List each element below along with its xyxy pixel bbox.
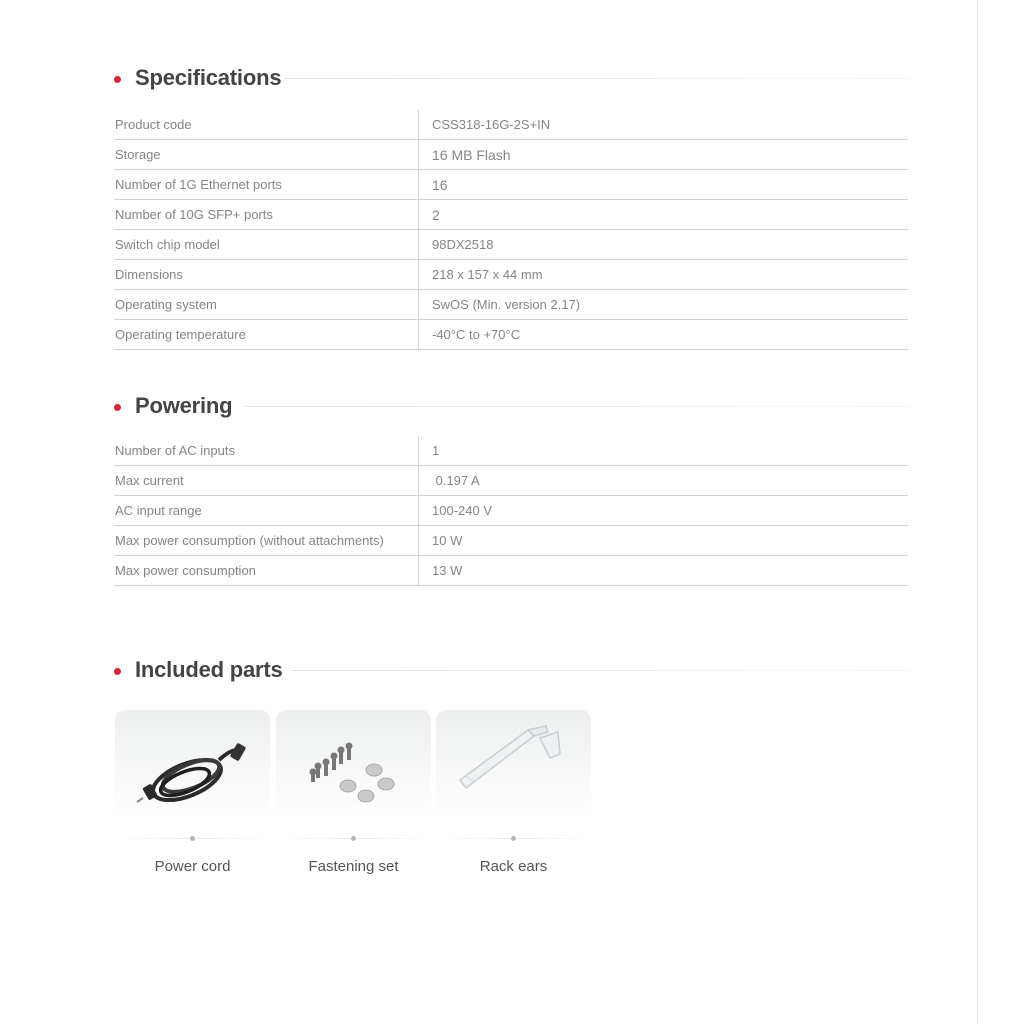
spec-label: Storage <box>114 140 419 170</box>
section-rule <box>244 406 910 407</box>
spec-value: 0.197 A <box>419 466 909 496</box>
part-divider <box>276 836 431 842</box>
section-specifications-header <box>114 62 910 98</box>
power-cord-icon <box>115 710 270 836</box>
included-part-power-cord <box>115 710 270 875</box>
spec-label: Dimensions <box>114 260 419 290</box>
part-label: Rack ears <box>479 858 548 875</box>
spec-label: Number of AC inputs <box>114 436 419 466</box>
spec-value: 13 W <box>419 556 909 586</box>
page-divider <box>977 0 978 1024</box>
spec-value: CSS318-16G-2S+IN <box>419 110 909 140</box>
spec-value: SwOS (Min. version 2.17) <box>419 290 909 320</box>
section-title: Powering <box>135 393 233 418</box>
spec-value: 2 <box>419 200 909 230</box>
included-part-rack-ears <box>436 710 591 875</box>
spec-label: Max power consumption (without attachments) <box>114 526 419 556</box>
section-powering-header <box>114 390 910 426</box>
table-row <box>114 110 908 140</box>
spec-label: Max current <box>114 466 419 496</box>
table-row <box>114 170 908 200</box>
part-image-card <box>115 710 270 836</box>
section-included-parts-header <box>114 654 910 690</box>
part-label: Fastening set <box>308 858 399 875</box>
spec-label: Product code <box>114 110 419 140</box>
spec-label: Number of 10G SFP+ ports <box>114 200 419 230</box>
specifications-table <box>114 110 908 350</box>
part-divider <box>115 836 270 842</box>
spec-label: Max power consumption <box>114 556 419 586</box>
spec-label: Operating temperature <box>114 320 419 350</box>
table-row <box>114 466 908 496</box>
section-rule <box>291 670 910 671</box>
section-rule <box>284 78 910 79</box>
spec-value: 10 W <box>419 526 909 556</box>
table-row <box>114 436 908 466</box>
spec-value: 100-240 V <box>419 496 909 526</box>
table-row <box>114 230 908 260</box>
section-title: Included parts <box>135 657 283 682</box>
included-part-fastening-set <box>276 710 431 875</box>
spec-value: 98DX2518 <box>419 230 909 260</box>
table-row <box>114 260 908 290</box>
spec-value: 1 <box>419 436 909 466</box>
fastening-set-icon <box>276 710 431 836</box>
section-bullet <box>114 404 121 411</box>
section-bullet <box>114 76 121 83</box>
table-row <box>114 290 908 320</box>
table-row <box>114 140 908 170</box>
spec-value: 218 x 157 x 44 mm <box>419 260 909 290</box>
spec-value: 16 MB Flash <box>419 140 909 170</box>
section-bullet <box>114 668 121 675</box>
powering-table <box>114 436 908 586</box>
spec-label: Number of 1G Ethernet ports <box>114 170 419 200</box>
spec-value: -40°C to +70°C <box>419 320 909 350</box>
spec-label: Switch chip model <box>114 230 419 260</box>
table-row <box>114 526 908 556</box>
table-row <box>114 496 908 526</box>
section-title: Specifications <box>135 65 282 90</box>
part-image-card <box>436 710 591 836</box>
spec-value: 16 <box>419 170 909 200</box>
part-image-card <box>276 710 431 836</box>
table-row <box>114 556 908 586</box>
spec-label: AC input range <box>114 496 419 526</box>
table-row <box>114 200 908 230</box>
table-row <box>114 320 908 350</box>
rack-ears-icon <box>436 710 591 836</box>
part-divider <box>436 836 591 842</box>
spec-label: Operating system <box>114 290 419 320</box>
part-label: Power cord <box>154 858 231 875</box>
